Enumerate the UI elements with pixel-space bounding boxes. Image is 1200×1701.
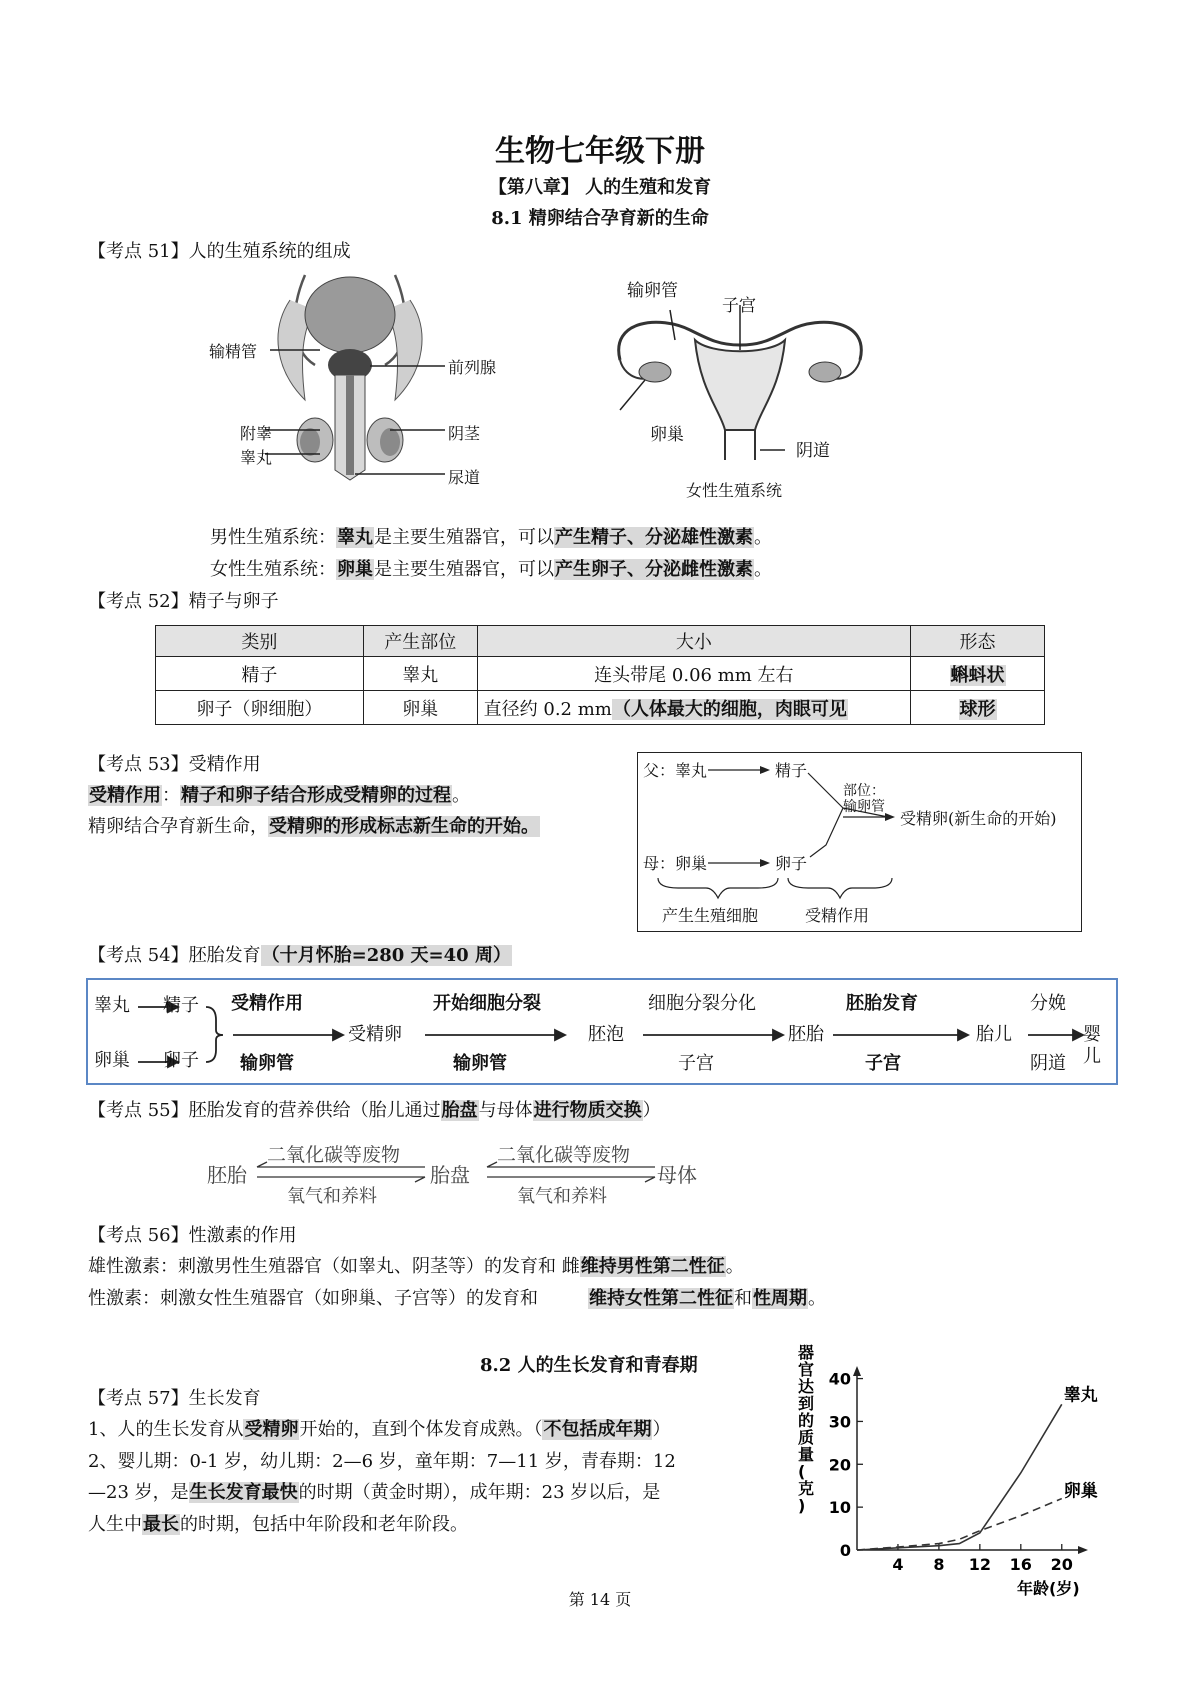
fert-brace-fertilization: 受精作用 bbox=[805, 906, 870, 925]
label-uterus: 子宫 bbox=[722, 296, 756, 316]
label-penis: 阴茎 bbox=[448, 424, 481, 443]
table-row bbox=[156, 691, 1045, 725]
series-line-testis bbox=[857, 1404, 1062, 1550]
fert-sperm: 精子 bbox=[775, 761, 808, 780]
kp57-line2: 2、婴儿期：0-1 岁，幼儿期：2—6 岁，童年期：7—11 岁，青春期：12 bbox=[88, 1451, 676, 1472]
x-tick-label: 4 bbox=[892, 1555, 904, 1574]
kp53-heading: 【考点 53】受精作用 bbox=[88, 754, 261, 775]
x-tick-label: 12 bbox=[968, 1555, 991, 1574]
table-cell: 球形 bbox=[911, 691, 1045, 725]
y-axis-label-char: ) bbox=[798, 1496, 806, 1515]
kp57-line1: 1、人的生长发育从受精卵开始的，直到个体发育成熟。（不包括成年期） bbox=[88, 1419, 671, 1440]
exchange-mother: 母体 bbox=[657, 1163, 697, 1187]
table-cell: 睾丸 bbox=[363, 657, 477, 691]
sperm-egg-table bbox=[155, 625, 1045, 725]
y-axis-label-char: 达 bbox=[798, 1377, 815, 1396]
fert-brace-gametes: 产生生殖细胞 bbox=[662, 906, 759, 925]
exchange-placenta: 胎盘 bbox=[430, 1163, 470, 1187]
y-axis-label-char: 克 bbox=[798, 1479, 815, 1498]
y-tick-label: 20 bbox=[828, 1455, 851, 1475]
organ-growth-chart bbox=[790, 1340, 1130, 1615]
flow-vagina: 阴道 bbox=[1030, 1053, 1066, 1074]
x-tick-label: 20 bbox=[1050, 1555, 1073, 1574]
kp56-heading: 【考点 56】性激素的作用 bbox=[88, 1225, 297, 1246]
series-line-ovary bbox=[857, 1499, 1062, 1550]
flow-fetus: 胎儿 bbox=[976, 1024, 1012, 1045]
x-axis-arrow bbox=[1078, 1546, 1088, 1554]
table-row bbox=[156, 657, 1045, 691]
flow-ovary: 卵巢 bbox=[94, 1050, 130, 1071]
label-urethra: 尿道 bbox=[448, 468, 481, 487]
x-tick-label: 16 bbox=[1009, 1555, 1032, 1574]
flow-differentiation: 细胞分裂分化 bbox=[648, 993, 756, 1014]
exchange-waste-1: 二氧化碳等废物 bbox=[267, 1144, 401, 1166]
y-axis-label-char: 质 bbox=[798, 1428, 815, 1447]
fert-father: 父：睾丸 bbox=[643, 761, 708, 780]
table-cell: 连头带尾 0.06 mm 左右 bbox=[477, 657, 910, 691]
y-axis-label-char: 的 bbox=[798, 1411, 815, 1430]
table-header-row bbox=[156, 626, 1045, 657]
y-axis-label-char: 到 bbox=[798, 1394, 815, 1413]
y-tick-label: 0 bbox=[839, 1541, 851, 1560]
flow-cleavage: 开始细胞分裂 bbox=[433, 993, 541, 1014]
flow-uterus-1: 子宫 bbox=[678, 1053, 714, 1074]
y-tick-label: 30 bbox=[828, 1412, 851, 1432]
exchange-nutrients-1: 氧气和养料 bbox=[287, 1186, 377, 1207]
female-reproductive-diagram bbox=[600, 300, 880, 460]
y-tick-label: 40 bbox=[828, 1369, 851, 1389]
placenta-exchange-diagram bbox=[205, 1140, 705, 1210]
section-title-8-1: 8.1 精卵结合孕育新的生命 bbox=[491, 208, 709, 229]
label-vagina: 阴道 bbox=[796, 441, 830, 461]
y-axis-label-char: 量 bbox=[798, 1445, 815, 1464]
flow-oviduct-2: 输卵管 bbox=[453, 1053, 507, 1074]
fert-mother: 母：卵巢 bbox=[643, 854, 708, 873]
kp57-line3: —23 岁，是生长发育最快的时期（黄金时期），成年期：23 岁以后，是 bbox=[88, 1482, 661, 1503]
label-oviduct: 输卵管 bbox=[627, 281, 678, 301]
series-label: 睾丸 bbox=[1063, 1385, 1098, 1406]
fert-egg: 卵子 bbox=[775, 854, 808, 873]
y-axis-label-char: 官 bbox=[798, 1360, 815, 1379]
fert-site-label: 部位： 输卵管 bbox=[843, 783, 885, 815]
fert-result: 受精卵(新生命的开始) bbox=[900, 809, 1057, 828]
flow-embryo-development: 胚胎发育 bbox=[846, 993, 918, 1014]
table-cell: 直径约 0.2 mm（人体最大的细胞，肉眼可见 bbox=[477, 691, 910, 725]
label-testis: 睾丸 bbox=[240, 448, 273, 467]
y-axis-arrow bbox=[853, 1366, 861, 1376]
table-cell: 卵巢 bbox=[363, 691, 477, 725]
flow-birth: 分娩 bbox=[1030, 993, 1066, 1014]
table-cell: 精子 bbox=[156, 657, 364, 691]
table-header-cell: 形态 bbox=[911, 626, 1045, 657]
x-tick-label: 8 bbox=[933, 1555, 945, 1574]
flow-zygote: 受精卵 bbox=[348, 1024, 402, 1045]
table-cell: 蝌蚪状 bbox=[911, 657, 1045, 691]
kp57-heading: 【考点 57】生长发育 bbox=[88, 1388, 261, 1409]
kp56-line2: 性激素：刺激女性生殖器官（如卵巢、子宫等）的发育和 维持女性第二性征和性周期。 bbox=[88, 1288, 826, 1309]
fertilization-diagram bbox=[637, 752, 1082, 932]
male-system-line: 男性生殖系统：睾丸是主要生殖器官，可以产生精子、分泌雄性激素。 bbox=[210, 527, 772, 548]
flow-testis: 睾丸 bbox=[94, 995, 130, 1016]
table-header-cell: 大小 bbox=[477, 626, 910, 657]
page-number: 第 14 页 bbox=[568, 1590, 632, 1609]
flow-blastocyst: 胚泡 bbox=[588, 1024, 624, 1045]
flow-embryo: 胚胎 bbox=[788, 1024, 824, 1045]
y-axis-label-char: ( bbox=[798, 1462, 806, 1481]
label-vas-deferens: 输精管 bbox=[209, 342, 258, 361]
female-diagram-caption: 女性生殖系统 bbox=[686, 481, 783, 500]
label-ovary: 卵巢 bbox=[650, 425, 684, 445]
flow-baby: 婴儿 bbox=[1083, 1024, 1101, 1067]
flow-fertilization: 受精作用 bbox=[231, 993, 303, 1014]
kp53-line1: 受精作用：精子和卵子结合形成受精卵的过程。 bbox=[89, 785, 470, 806]
flow-uterus-2: 子宫 bbox=[865, 1053, 901, 1074]
exchange-nutrients-2: 氧气和养料 bbox=[517, 1186, 607, 1207]
label-epididymis: 附睾 bbox=[240, 424, 273, 443]
flow-oviduct-1: 输卵管 bbox=[240, 1053, 294, 1074]
kp57-line4: 人生中最长的时期，包括中年阶段和老年阶段。 bbox=[88, 1514, 468, 1535]
y-tick-label: 10 bbox=[828, 1498, 851, 1518]
flow-sperm: 精子 bbox=[163, 995, 199, 1016]
kp51-heading: 【考点 51】人的生殖系统的组成 bbox=[88, 241, 351, 262]
kp53-line2: 精卵结合孕育新生命，受精卵的形成标志新生命的开始。 bbox=[88, 816, 539, 837]
kp55-heading: 【考点 55】胚胎发育的营养供给（胎儿通过胎盘与母体进行物质交换） bbox=[88, 1100, 661, 1121]
table-cell: 卵子（卵细胞） bbox=[156, 691, 364, 725]
kp56-line1: 雄性激素：刺激男性生殖器官（如睾丸、阴茎等）的发育和 雌维持男性第二性征。 bbox=[88, 1256, 744, 1277]
series-label: 卵巢 bbox=[1063, 1481, 1098, 1502]
y-axis-label-char: 器 bbox=[798, 1343, 815, 1362]
page-title: 生物七年级下册 bbox=[495, 134, 705, 169]
table-header-cell: 产生部位 bbox=[363, 626, 477, 657]
exchange-embryo: 胚胎 bbox=[207, 1163, 247, 1187]
chapter-title: 【第八章】 人的生殖和发育 bbox=[488, 177, 712, 198]
flow-egg: 卵子 bbox=[163, 1050, 199, 1071]
table-header-cell: 类别 bbox=[156, 626, 364, 657]
label-prostate: 前列腺 bbox=[448, 358, 497, 377]
x-axis-label: 年龄(岁) bbox=[1017, 1579, 1080, 1598]
exchange-waste-2: 二氧化碳等废物 bbox=[497, 1144, 631, 1166]
kp52-heading: 【考点 52】精子与卵子 bbox=[88, 591, 279, 612]
kp54-heading: 【考点 54】胚胎发育（十月怀胎=280 天=40 周） bbox=[88, 945, 511, 966]
section-title-8-2: 8.2 人的生长发育和青春期 bbox=[480, 1355, 698, 1376]
embryo-development-flow bbox=[86, 978, 1118, 1085]
female-system-line: 女性生殖系统：卵巢是主要生殖器官，可以产生卵子、分泌雌性激素。 bbox=[210, 559, 772, 580]
